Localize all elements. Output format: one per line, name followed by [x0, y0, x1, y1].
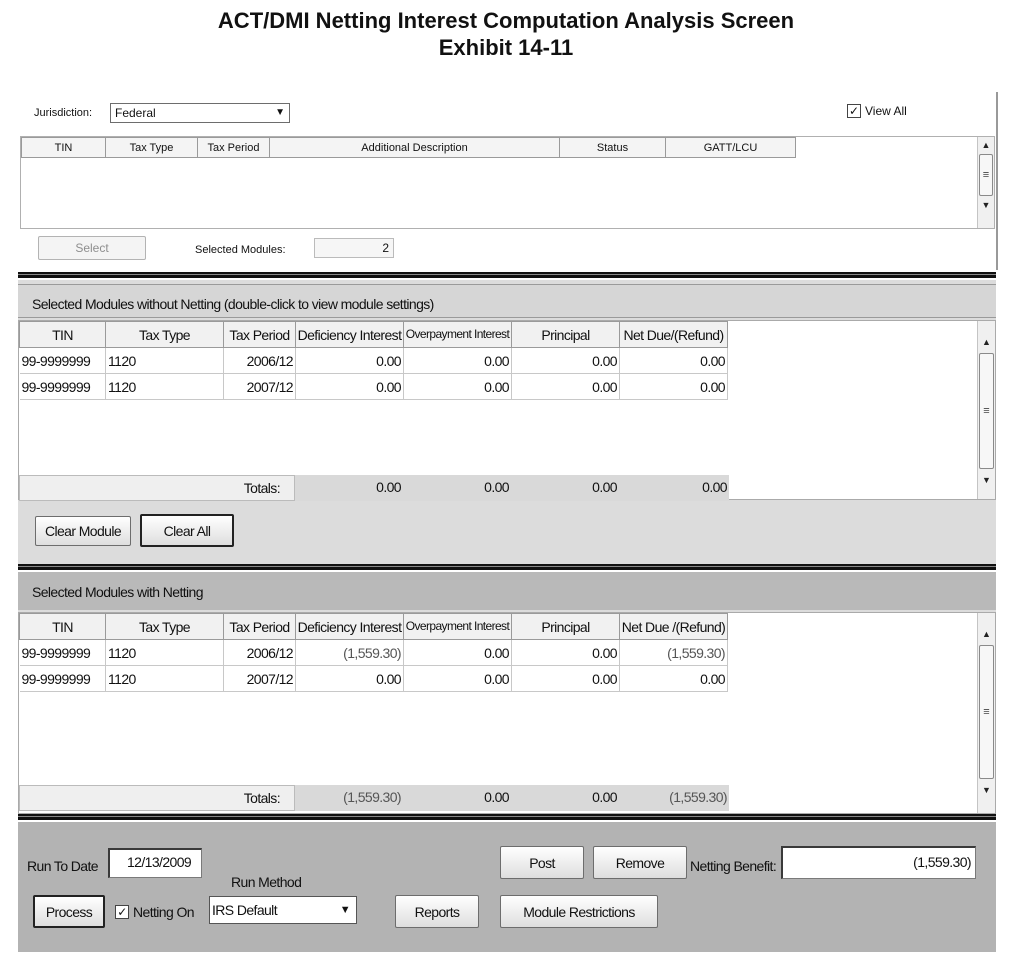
run-method-value: IRS Default — [212, 902, 277, 918]
cell-net-due-refund: 0.00 — [620, 666, 728, 692]
total-principal: 0.00 — [511, 475, 619, 501]
cell-deficiency-interest: 0.00 — [296, 348, 404, 374]
netting-on-label: Netting On — [133, 904, 194, 920]
without-netting-grid[interactable] — [18, 320, 996, 500]
netting-on-checkbox[interactable] — [115, 904, 194, 920]
scroll-up-icon[interactable]: ▲ — [982, 337, 991, 347]
process-button[interactable]: Process — [33, 895, 105, 928]
scroll-thumb[interactable] — [979, 645, 994, 779]
grip-icon: ≡ — [983, 706, 990, 718]
clear-module-button[interactable]: Clear Module — [35, 516, 131, 546]
col-deficiency-interest[interactable]: Deficiency Interest — [296, 614, 404, 640]
col-net-due-refund[interactable]: Net Due /(Refund) — [620, 614, 728, 640]
cell-tax-type: 1120 — [106, 348, 224, 374]
col-tin[interactable]: TIN — [20, 322, 106, 348]
with-netting-scrollbar[interactable] — [977, 613, 995, 813]
cell-principal: 0.00 — [512, 348, 620, 374]
chevron-down-icon: ▼ — [339, 904, 350, 916]
jurisdiction-label: Jurisdiction: — [34, 107, 93, 119]
scroll-up-icon[interactable]: ▲ — [981, 140, 991, 150]
cell-principal: 0.00 — [512, 666, 620, 692]
module-search-grid[interactable] — [20, 136, 995, 229]
run-method-select[interactable] — [209, 896, 357, 924]
cell-tax-type: 1120 — [106, 374, 224, 400]
col-additional-description[interactable]: Additional Description — [270, 138, 560, 158]
col-overpayment-interest[interactable]: Overpayment Interest — [404, 322, 512, 348]
totals-row — [19, 475, 729, 501]
col-tax-period[interactable]: Tax Period — [198, 138, 270, 158]
cell-deficiency-interest: (1,559.30) — [296, 640, 404, 666]
cell-tin: 99-9999999 — [20, 374, 106, 400]
section-divider — [18, 814, 996, 820]
col-deficiency-interest[interactable]: Deficiency Interest — [296, 322, 404, 348]
clear-all-button[interactable]: Clear All — [140, 514, 234, 547]
run-to-date-label: Run To Date — [27, 858, 98, 874]
with-netting-grid[interactable] — [18, 612, 996, 814]
view-all-checkbox[interactable] — [847, 104, 907, 118]
section-divider — [18, 564, 996, 570]
netting-on-checkmark: ✓ — [117, 905, 127, 919]
post-button[interactable]: Post — [500, 846, 584, 879]
cell-net-due-refund: 0.00 — [620, 374, 728, 400]
with-netting-panel — [18, 572, 996, 816]
total-overpayment-interest: 0.00 — [403, 475, 511, 501]
cell-tax-period: 2006/12 — [224, 640, 296, 666]
module-restrictions-button[interactable]: Module Restrictions — [500, 895, 658, 928]
cell-overpayment-interest: 0.00 — [404, 374, 512, 400]
col-principal[interactable]: Principal — [512, 614, 620, 640]
col-tin[interactable]: TIN — [20, 614, 106, 640]
total-net-due-refund: (1,559.30) — [619, 785, 729, 811]
col-gatt-lcu[interactable]: GATT/LCU — [666, 138, 796, 158]
module-search-scrollbar[interactable] — [977, 137, 994, 228]
netting-benefit-label: Netting Benefit: — [690, 858, 777, 874]
reports-button[interactable]: Reports — [395, 895, 479, 928]
totals-row — [19, 785, 729, 811]
checkbox-icon — [115, 905, 129, 919]
checkbox-icon — [847, 104, 861, 118]
total-deficiency-interest: (1,559.30) — [295, 785, 403, 811]
cell-tin: 99-9999999 — [20, 348, 106, 374]
view-all-label: View All — [865, 104, 907, 118]
col-tax-type[interactable]: Tax Type — [106, 138, 198, 158]
col-overpayment-interest[interactable]: Overpayment Interest — [404, 614, 512, 640]
computation-controls-panel — [18, 822, 996, 952]
table-row[interactable] — [20, 374, 728, 400]
cell-deficiency-interest: 0.00 — [296, 374, 404, 400]
cell-net-due-refund: 0.00 — [620, 348, 728, 374]
table-row[interactable] — [20, 640, 728, 666]
cell-net-due-refund: (1,559.30) — [620, 640, 728, 666]
col-tax-type[interactable]: Tax Type — [106, 614, 224, 640]
cell-tax-period: 2006/12 — [224, 348, 296, 374]
without-netting-table — [19, 321, 728, 400]
run-method-label: Run Method — [231, 874, 302, 890]
chevron-down-icon: ▼ — [275, 107, 285, 118]
total-deficiency-interest: 0.00 — [295, 475, 403, 501]
cell-principal: 0.00 — [512, 374, 620, 400]
total-principal: 0.00 — [511, 785, 619, 811]
scroll-down-icon[interactable]: ▼ — [981, 200, 991, 210]
cell-tax-type: 1120 — [106, 666, 224, 692]
col-status[interactable]: Status — [560, 138, 666, 158]
grip-icon: ≡ — [983, 405, 990, 417]
col-tax-period[interactable]: Tax Period — [224, 322, 296, 348]
col-tax-period[interactable]: Tax Period — [224, 614, 296, 640]
total-net-due-refund: 0.00 — [619, 475, 729, 501]
run-to-date-input[interactable]: 12/13/2009 — [108, 848, 202, 878]
jurisdiction-value: Federal — [115, 106, 156, 120]
table-row[interactable] — [20, 348, 728, 374]
scroll-thumb[interactable] — [979, 154, 993, 196]
col-principal[interactable]: Principal — [512, 322, 620, 348]
col-tax-type[interactable]: Tax Type — [106, 322, 224, 348]
selected-modules-label: Selected Modules: — [195, 244, 286, 256]
netting-benefit-value: (1,559.30) — [781, 846, 976, 879]
jurisdiction-select[interactable] — [110, 103, 290, 123]
cell-tin: 99-9999999 — [20, 640, 106, 666]
section-divider — [18, 272, 996, 278]
cell-overpayment-interest: 0.00 — [404, 640, 512, 666]
cell-deficiency-interest: 0.00 — [296, 666, 404, 692]
without-netting-scrollbar[interactable] — [977, 321, 995, 499]
cell-tax-period: 2007/12 — [224, 374, 296, 400]
scroll-down-icon[interactable]: ▼ — [982, 475, 991, 485]
cell-tax-period: 2007/12 — [224, 666, 296, 692]
totals-label: Totals: — [19, 475, 295, 501]
cell-overpayment-interest: 0.00 — [404, 666, 512, 692]
select-button[interactable]: Select — [38, 236, 146, 260]
scroll-thumb[interactable] — [979, 353, 994, 469]
cell-tax-type: 1120 — [106, 640, 224, 666]
with-netting-table — [19, 613, 728, 692]
scroll-up-icon[interactable]: ▲ — [982, 629, 991, 639]
page-subtitle: Exhibit 14-11 — [438, 35, 574, 60]
grip-icon: ≡ — [982, 169, 990, 181]
page-title: ACT/DMI Netting Interest Computation Analysis Screen — [217, 8, 795, 33]
cell-overpayment-interest: 0.00 — [404, 348, 512, 374]
col-net-due-refund[interactable]: Net Due/(Refund) — [620, 322, 728, 348]
module-search-panel — [18, 92, 998, 270]
remove-button[interactable]: Remove — [593, 846, 687, 879]
total-overpayment-interest: 0.00 — [403, 785, 511, 811]
selected-modules-count: 2 — [314, 238, 394, 258]
without-netting-panel — [18, 280, 996, 566]
view-all-checkmark: ✓ — [848, 104, 860, 118]
cell-tin: 99-9999999 — [20, 666, 106, 692]
cell-principal: 0.00 — [512, 640, 620, 666]
without-netting-header: Selected Modules without Netting (double-click to view module settings) — [18, 284, 996, 318]
module-search-table-header — [21, 137, 796, 158]
col-tin[interactable]: TIN — [22, 138, 106, 158]
scroll-down-icon[interactable]: ▼ — [982, 785, 991, 795]
table-row[interactable] — [20, 666, 728, 692]
with-netting-header: Selected Modules with Netting — [18, 572, 996, 610]
totals-label: Totals: — [19, 785, 295, 811]
